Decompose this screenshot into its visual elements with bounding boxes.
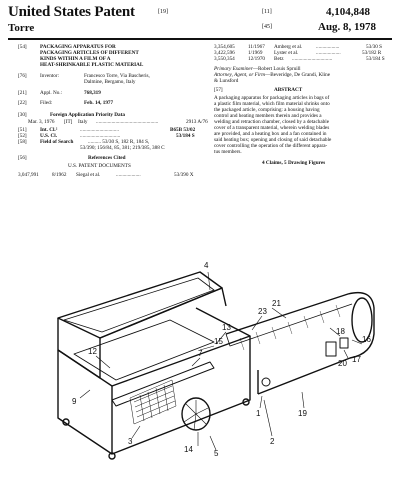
figure-label: 13 bbox=[222, 323, 231, 332]
figure-label: 3 bbox=[128, 437, 133, 446]
cover-lid-inner bbox=[64, 278, 214, 332]
uscl-dots: ............................... bbox=[80, 133, 121, 139]
leader-lines bbox=[80, 272, 362, 450]
abstract-line: cover controlling the operation of the different appara- bbox=[214, 143, 328, 149]
appl-ref: [21] bbox=[18, 90, 27, 96]
ref-number: 3,422,596 bbox=[214, 50, 235, 56]
ref-number: 3,047,991 bbox=[18, 172, 39, 178]
inventor-line: Francesco Torre, Via Bascheris, bbox=[84, 73, 150, 79]
figure-label: 2 bbox=[270, 437, 275, 446]
foreign-number: 2913 A/76 bbox=[186, 119, 208, 125]
date-ref: [45] bbox=[262, 24, 272, 30]
figure-label: 5 bbox=[214, 449, 219, 458]
field-ref: [58] bbox=[18, 139, 27, 145]
ref-date: 11/1967 bbox=[248, 44, 265, 50]
foreign-country-ref: [IT] bbox=[64, 119, 73, 125]
ref-number: 3,354,605 bbox=[214, 44, 235, 50]
filed-value: Feb. 14, 1977 bbox=[84, 100, 114, 106]
refs-subtitle: U.S. PATENT DOCUMENTS bbox=[68, 163, 131, 169]
examiner-name: —Robert Louis Spruill bbox=[252, 66, 301, 72]
housing-body bbox=[58, 336, 250, 454]
figure-label: 12 bbox=[88, 347, 97, 356]
ref-dots: ............................... bbox=[292, 56, 333, 62]
figure-label: 19 bbox=[298, 409, 307, 418]
right-column bbox=[214, 44, 392, 166]
abstract-text bbox=[214, 95, 392, 155]
figure-label: 14 bbox=[184, 445, 193, 454]
foreign-title: Foreign Application Priority Data bbox=[50, 112, 125, 118]
claims-summary: 4 Claims, 5 Drawing Figures bbox=[262, 160, 326, 166]
figure-label: 9 bbox=[72, 397, 77, 406]
refs-title: References Cited bbox=[88, 155, 126, 161]
field-label: Field of Search bbox=[40, 139, 74, 145]
abstract-line: welding and retraction chamber, closed by a detachable bbox=[214, 119, 330, 125]
ref-dots: .................. bbox=[316, 44, 340, 50]
intcl-label: Int. Cl.² bbox=[40, 127, 58, 133]
foreign-country: Italy bbox=[78, 119, 88, 125]
inventor-line: Dalmine, Bergamo, Italy bbox=[84, 79, 136, 85]
abstract-line: said heating box; opening and closing of said detachable bbox=[214, 137, 332, 143]
foreign-ref: [30] bbox=[18, 112, 27, 118]
abstract-line: control and heating members therein and provides a bbox=[214, 113, 322, 119]
field-line-1: .......... 53/30 S, 182 R, 184 S, bbox=[88, 139, 150, 145]
abstract-ref: [57] bbox=[214, 87, 223, 93]
abstract-line: tus members. bbox=[214, 149, 242, 155]
left-column bbox=[18, 44, 208, 178]
patent-drawing bbox=[0, 250, 400, 496]
uscl-value: 53/184 S bbox=[176, 133, 195, 139]
title-line: PACKAGING APPARATUS FOR bbox=[40, 44, 116, 50]
office-ref: [19] bbox=[158, 9, 168, 15]
figure-label: 1 bbox=[256, 409, 261, 418]
patent-number-ref: [11] bbox=[262, 9, 272, 15]
ref-name: Betz bbox=[274, 56, 284, 62]
intcl-ref: [51] bbox=[18, 127, 27, 133]
filed-ref: [22] bbox=[18, 100, 27, 106]
intcl-value: B65B 53/02 bbox=[170, 127, 196, 133]
foreign-date: Mar. 3, 1976 bbox=[28, 119, 55, 125]
title-line: KINDS WITHIN A FILM OF A bbox=[40, 56, 111, 62]
ref-name: Siegal et al. bbox=[76, 172, 101, 178]
figure-label: 15 bbox=[214, 337, 223, 346]
figure-label: 17 bbox=[352, 355, 361, 364]
abstract-title: ABSTRACT bbox=[274, 87, 303, 93]
control-switch bbox=[326, 342, 336, 356]
figure-label: 4 bbox=[204, 261, 209, 270]
ref-date: 1/1969 bbox=[248, 50, 263, 56]
appl-value: 768,319 bbox=[84, 90, 101, 96]
abstract-line: A packaging apparatus for packaging articles in bags of bbox=[214, 95, 330, 101]
figure-label: 21 bbox=[272, 299, 281, 308]
welding-grid bbox=[130, 380, 176, 424]
examiner-label: Primary Examiner bbox=[214, 66, 253, 72]
patent-date: Aug. 8, 1978 bbox=[318, 21, 377, 33]
figure-label: 16 bbox=[362, 335, 371, 344]
filed-label: Filed: bbox=[40, 100, 53, 106]
abstract-line: the packaged article, comprising: a housing having bbox=[214, 107, 320, 113]
foreign-dots: ................................................ bbox=[96, 119, 159, 125]
refs-ref: [56] bbox=[18, 155, 27, 161]
intcl-dots: .............................. bbox=[80, 127, 119, 133]
fan-blades bbox=[184, 400, 208, 430]
ref-name: Lyster et al. bbox=[274, 50, 299, 56]
cover-lid bbox=[58, 272, 222, 338]
ref-date: 8/1962 bbox=[52, 172, 67, 178]
ref-dots: ................... bbox=[316, 50, 341, 56]
control-button bbox=[262, 378, 270, 386]
title-line: PACKAGING ARTICLES OF DIFFERENT bbox=[40, 50, 139, 56]
patent-number: 4,104,848 bbox=[326, 6, 370, 18]
abstract-line: a plastic film material, which film material shrinks onto bbox=[214, 101, 330, 107]
inventor-ref: [76] bbox=[18, 73, 27, 79]
patent-office-title: United States Patent bbox=[8, 4, 135, 20]
ref-date: 12/1970 bbox=[248, 56, 266, 62]
ref-class: 53/182 R bbox=[362, 50, 382, 56]
attorney-label: Attorney, Agent, or Firm bbox=[214, 72, 266, 78]
appl-label: Appl. No.: bbox=[40, 90, 63, 96]
control-knob bbox=[340, 338, 348, 348]
attorney-line-1: —Beveridge, De Grandi, Kline bbox=[265, 72, 331, 78]
ref-name: Amberg et al. bbox=[274, 44, 303, 50]
title-ref: [54] bbox=[18, 44, 27, 50]
uscl-label: U.S. Cl. bbox=[40, 133, 58, 139]
ref-class: 53/184 S bbox=[366, 56, 385, 62]
uscl-ref: [52] bbox=[18, 133, 27, 139]
conveyor-body bbox=[226, 293, 374, 394]
inventor-label: Inventor: bbox=[40, 73, 60, 79]
figure-label: 18 bbox=[336, 327, 345, 336]
ref-class: 53/390 X bbox=[174, 172, 194, 178]
header-rule bbox=[8, 38, 392, 40]
figure-label: 23 bbox=[258, 307, 267, 316]
figure-label: 7 bbox=[198, 349, 203, 358]
inventor-short: Torre bbox=[8, 22, 35, 34]
housing-top bbox=[58, 308, 250, 386]
ref-number: 3,550,354 bbox=[214, 56, 235, 62]
field-line-2: 53/390; 156/84, 85, 381; 219/385, 388 C bbox=[80, 145, 165, 151]
ref-dots: ................... bbox=[116, 172, 141, 178]
abstract-line: cover of a transparent material, wherein welding blades bbox=[214, 125, 330, 131]
conveyor-rollers bbox=[240, 305, 340, 350]
ref-class: 53/30 S bbox=[366, 44, 382, 50]
abstract-line: are provided, and a heating box and a fan contained in bbox=[214, 131, 327, 137]
attorney-line-2: & Lunsford bbox=[214, 78, 239, 84]
title-line: HEAT-SHRINKABLE PLASTIC MATERIAL bbox=[40, 62, 144, 68]
figure-label: 20 bbox=[338, 359, 347, 368]
